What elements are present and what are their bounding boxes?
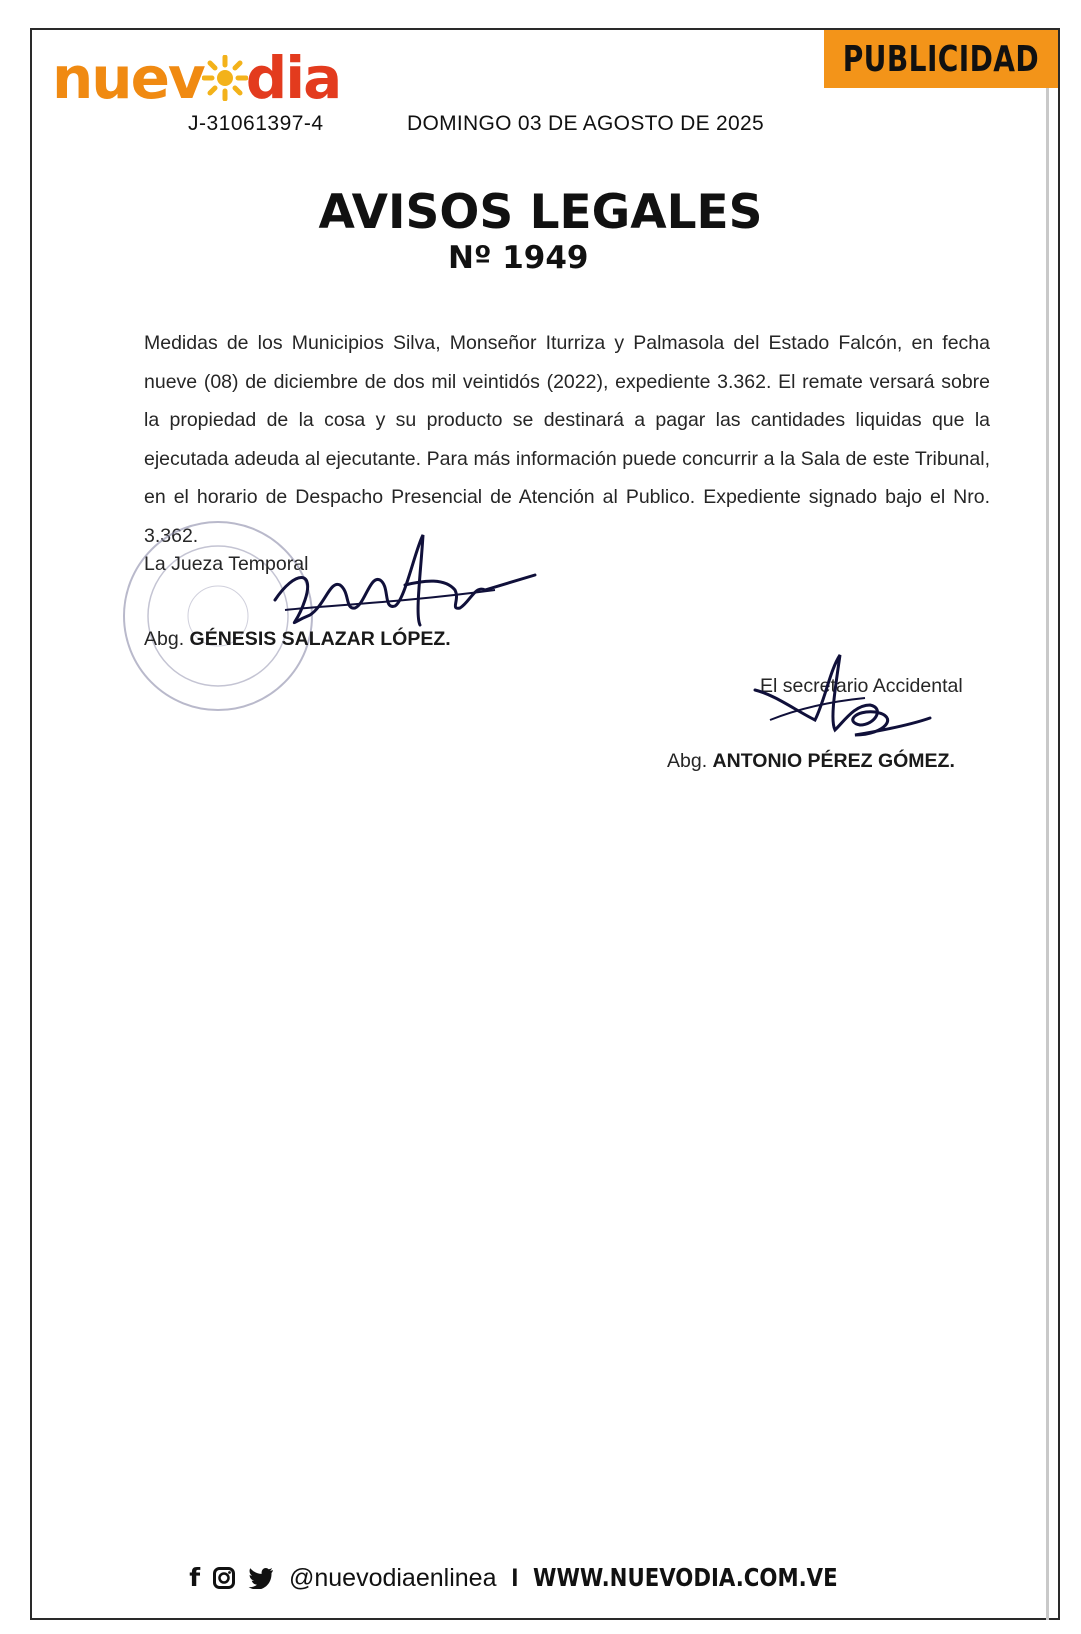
judge-title: La Jueza Temporal <box>144 553 309 575</box>
notice-number: Nº 1949 <box>448 240 589 276</box>
secretary-prefix: Abg. <box>667 750 708 772</box>
social-handle[interactable]: @nuevodiaenlinea <box>288 1564 497 1592</box>
nuevodia-logo <box>52 44 341 112</box>
notice-body: Medidas de los Municipios Silva, Monseñor Iturriza y Palmasola del Estado Falcón, en fecha nueve (08) de diciembre de dos mil veintidós (2022), expediente 3.362. El remate versará sobre la propiedad de la cosa y su producto se destinará a pagar las cantidades liquidas que la ejecutada adeuda al ejecutante. Para más información puede concurrir a la Sala de este Tribunal, en el horario de Despacho Presencial de Atención al Publico. Expediente signado bajo el Nro. 3.362. <box>144 332 990 547</box>
secretary-name-line <box>667 750 955 773</box>
footer <box>0 1563 1081 1593</box>
judge-name-line <box>144 628 451 651</box>
sun-icon <box>202 55 248 101</box>
twitter-icon[interactable] <box>248 1567 274 1589</box>
footer-separator: I <box>511 1564 519 1592</box>
rif-number: J-31061397-4 <box>188 112 324 135</box>
page-title: AVISOS LEGALES <box>318 185 763 240</box>
logo-word-right: dia <box>245 44 341 112</box>
publication-date: DOMINGO 03 DE AGOSTO DE 2025 <box>407 112 764 135</box>
judge-name: GÉNESIS SALAZAR LÓPEZ. <box>189 628 451 650</box>
logo-word-left: nuev <box>52 44 204 112</box>
secretary-title: El secretario Accidental <box>760 675 963 697</box>
facebook-icon[interactable]: f <box>189 1563 201 1592</box>
judge-signature <box>255 530 545 640</box>
frame-shadow <box>1046 40 1049 1620</box>
publicidad-badge <box>824 30 1058 88</box>
secretary-signature <box>735 650 955 750</box>
judge-prefix: Abg. <box>144 628 185 650</box>
secretary-name: ANTONIO PÉREZ GÓMEZ. <box>712 750 955 772</box>
website-link[interactable]: WWW.NUEVODIA.COM.VE <box>533 1563 838 1592</box>
instagram-icon[interactable] <box>213 1567 235 1589</box>
publicidad-label: PUBLICIDAD <box>842 38 1040 80</box>
